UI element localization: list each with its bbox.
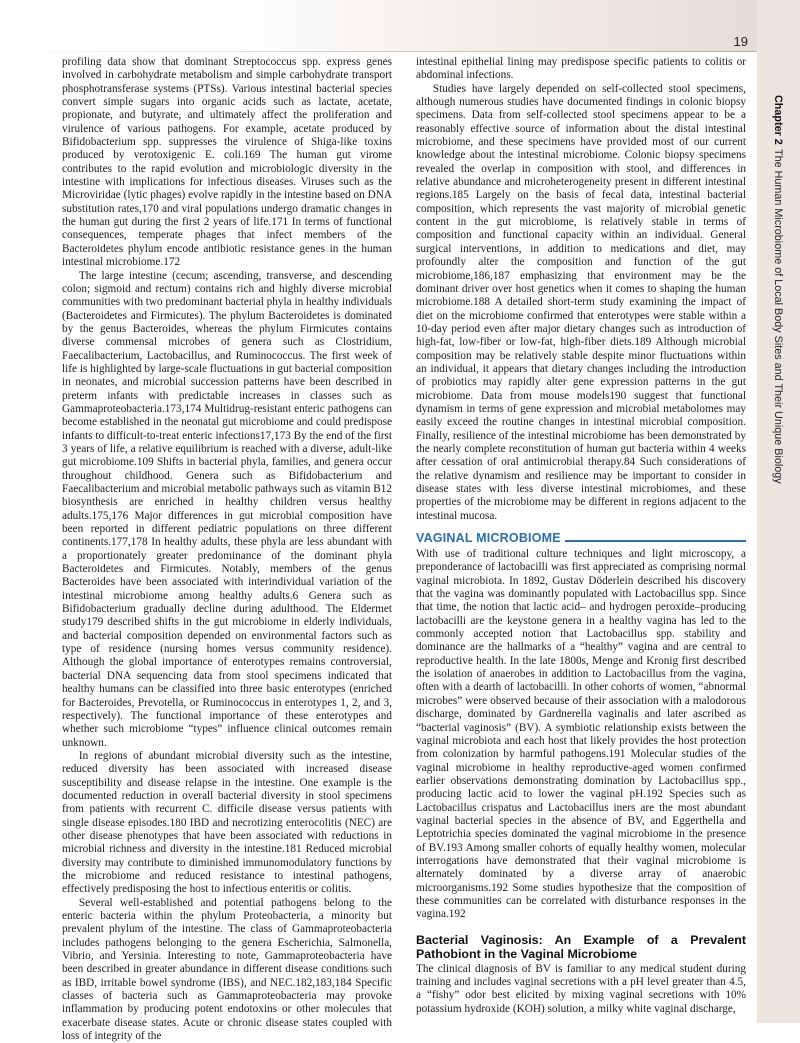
body-paragraph: The large intestine (cecum; ascending, transverse, and descending colon; sigmoid and rectum) contains rich and highly diverse microbial communities with two predominant bacterial phyla in healthy individuals (Bacteroidetes and Firmicutes). The phylum Bacteroidetes is dominated by the genus Bacteroides, whereas the phylum Firmicutes contains diverse commensal microbes of genera such as Clostridium, Faecalibacterium, Lactobacillus, and Ruminococcus. The first week of life is highlighted by large-scale fluctuations in gut bacterial composition in neonates, and microbial succession patterns have been described in preterm infants with predictable increases in classes such as Gammaproteobacteria.173,174 Multidrug-resistant enteric pathogens can become established in the neonatal gut microbiome and could predispose infants to difficult-to-treat enteric infections17,173 By the end of the first 3 years of life, a relative equilibrium is reached with a diverse, adult-like gut microbiome.109 Shifts in bacterial phyla, families, and genera occur throughout childhood. Genera such as Bifidobacterium and Faecalibacterium and microbial metabolic pathways such as vitamin B12 biosynthesis are enriched in healthy children versus healthy adults.175,176 Major differences in gut microbial composition have been reported in different pediatric populations on three different continents.177,178 In healthy adults, these phyla are less abundant with a proportionately greater predominance of the dominant phyla Bacteroidetes and Firmicutes. Notably, members of the genus Bacteroides have been associated with interindividual variation of the intestinal microbiome among healthy adults.6 Genera such as Bifidobacterium gradually decline during adulthood. The Eldermet study179 described shifts in the gut microbiome in elderly individuals, and bacterial composition depended on environmental factors such as type of residence (nursing homes versus community residence). Although the global importance of enterotypes remains controversial, bacterial DNA sequencing data from stool specimens indicated that healthy humans can be classified into three basic enterotypes (enriched for Bacteroides, Prevotella, or Ruminococcus in enterotypes 1, 2, and 3, respectively). The functional importance of these enterotypes and whether such microbiome “types” influence clinical outcomes remain unknown. (62, 269, 393, 749)
side-tab-text (759, 95, 797, 955)
body-paragraph: intestinal epithelial lining may predispose specific patients to colitis or abdominal infections. (416, 56, 746, 82)
section-heading-label: VAGINAL MICROBIOME (416, 531, 561, 546)
body-paragraph: Studies have largely depended on self-collected stool specimens, although numerous studies have documented findings in colonic biopsy specimens. Data from self-collected stool specimens appear to be a reasonably effective source of information about the distal intestinal microbiome, and these specimens have provided most of our current knowledge about the intestinal microbiome. Colonic biopsy specimens revealed the overlap in composition with stool, and differences in relative abundance and microheterogeneity present in different intestinal regions.185 Largely on the basis of fecal data, intestinal bacterial composition, which represents the vast majority of microbial genetic content in the gut microbiome, is relatively stable in terms of composition and functional capacity within an individual. General surgical interventions, in addition to medications and diet, may profoundly alter the composition and function of the gut microbiome,186,187 emphasizing that environment may be the dominant driver over host genetics when it comes to shaping the human microbiome.188 A detailed short-term study examining the impact of diet on the microbiome confirmed that enterotypes were stable within a 10-day period even after major dietary changes such as introduction of high-fat, low-fiber or low-fat, high-fiber diets.189 Although microbial composition may be relatively stable despite minor fluctuations within an individual, it appears that dietary changes including the introduction of probiotics may rapidly alter gene expression patterns in the gut microbiome. Data from mouse models190 suggest that functional dynamism in terms of gene expression and microbial metabolomes may easily exceed the routine changes in intestinal microbial composition. Finally, resilience of the intestinal microbiome has been demonstrated by the nearly complete reconstitution of human gut bacteria within 4 weeks after cessation of oral antimicrobial therapy.84 Such considerations of the relative dynamism and resilience may be important to consider in disease states with less diverse intestinal microbiomes, and these properties of the microbiome may be different in regions adjacent to the intestinal mucosa. (416, 82, 746, 522)
side-tab-title: The Human Microbiome of Local Body Sites and Their Unique Biology (772, 148, 784, 484)
right-column (416, 56, 746, 1016)
body-paragraph: Several well-established and potential pathogens belong to the enteric bacteria within the phylum Proteobacteria, a minority but prevalent phylum of the intestine. The class of Gammaproteobacteria includes pathogens belonging to the genera Escherichia, Salmonella, Vibrio, and Yersinia. Interesting to note, Gammaproteobacteria have been described in greater abundance in different disease conditions such as IBD, irritable bowel syndrome (IBS), and NEC.182,183,184 Specific classes of bacteria such as Gammaproteobacteria may provoke inflammation by producing potent endotoxins or other molecules that exacerbate disease states. Acute or chronic disease states coupled with loss of integrity of the (62, 896, 392, 1043)
section-heading (416, 531, 746, 545)
section-heading-rule (565, 540, 746, 542)
page-header-band (0, 0, 760, 52)
page-number: 19 (733, 34, 748, 49)
body-paragraph: The clinical diagnosis of BV is familiar to any medical student during training and includes vaginal secretions with a pH level greater than 4.5, a “fishy” odor best elicited by mixing vaginal secretions with 10% potassium hydroxide (KOH) solution, a milky white vaginal discharge, (416, 962, 746, 1015)
left-column (62, 56, 392, 1043)
body-paragraph: In regions of abundant microbial diversity such as the intestine, reduced diversity has been associated with increased disease susceptibility and disease relapse in the intestine. One example is the documented reduction in overall bacterial diversity in stool specimens from patients with recurrent C. difficile disease versus patients with single disease episodes.180 IBD and necrotizing enterocolitis (NEC) are other disease phenotypes that have been associated with reductions in microbial richness and diversity in the intestine.181 Reduced microbial diversity may contribute to diminished immunomodulatory functions by the microbiome and reduced resistance to intestinal pathogens, effectively predisposing the host to infectious enteritis or colitis. (62, 749, 392, 896)
chapter-side-tab (757, 0, 800, 1023)
body-paragraph: With use of traditional culture techniques and light microscopy, a preponderance of lactobacilli was first appreciated as comprising normal vaginal microbiota. In 1892, Gustav Döderlein described his discovery that the vagina was dominantly populated with Lactobacillus spp. Since that time, the notion that lactic acid– and hydrogen peroxide–producing lactobacilli are the keystone genera in a healthy vagina has led to the commonly accepted notion that Lactobacillus spp. stability and dominance are the hallmarks of a “healthy” vagina and are central to reproductive health. In the late 1800s, Menge and Kronig first described the isolation of anaerobes in addition to Lactobacillus from the vagina, often with a dearth of lactobacilli. In other cohorts of women, “abnormal microbes” were observed because of their association with a malodorous discharge, dominated by Gardnerella vaginalis and later ascribed as “bacterial vaginosis” (BV). A symbiotic relationship exists between the vaginal microbiota and each host that likely provides the host protection from colonization by harmful pathogens.191 Molecular studies of the vaginal microbiome in healthy reproductive-aged women confirmed earlier observations demonstrating domination by Lactobacillus spp., producing lactic acid to lower the vaginal pH.192 Species such as Lactobacillus crispatus and Lactobacillus iners are the most abundant vaginal bacterial species in the absence of BV, and Eggerthella and Leptotrichia species dominated the vaginal microbiome in the presence of BV.193 Among smaller cohorts of equally healthy women, molecular interrogations have demonstrated that their vaginal microbiome is alternately dominated by a diverse array of anaerobic microorganisms.192 Some studies hypothesize that the composition of these communities can be correlated with disturbance responses in the vagina.192 (416, 548, 746, 921)
body-paragraph: profiling data show that dominant Streptococcus spp. express genes involved in carbohydrate metabolism and simple carbohydrate transport phosphotransferase systems (PTSs). Various intestinal bacterial species convert simple sugars into organic acids such as lactate, acetate, propionate, and butyrate, and ultimately affect the proliferation and virulence of various pathogens. For example, acetate produced by Bifidobacterium spp. suppresses the virulence of Shiga-like toxins produced by verotoxigenic E. coli.169 The human gut virome contributes to the rapid evolution and microbiologic diversity in the intestine with implications for infectious diseases. Viruses such as the Microviridae (lytic phages) evolve rapidly in the intestine based on DNA substitution rates,170 and viral populations undergo dramatic changes in the human gut during the first 2 years of life.171 In terms of functional consequences, temperate phages that infect members of the Bacteroidetes phylum encode antibiotic resistance genes in the human intestinal microbiome.172 (62, 56, 392, 269)
side-tab-chapter: Chapter 2 (772, 95, 784, 145)
subsection-heading: Bacterial Vaginosis: An Example of a Prevalent Pathobiont in the Vaginal Microbiome (416, 932, 746, 961)
